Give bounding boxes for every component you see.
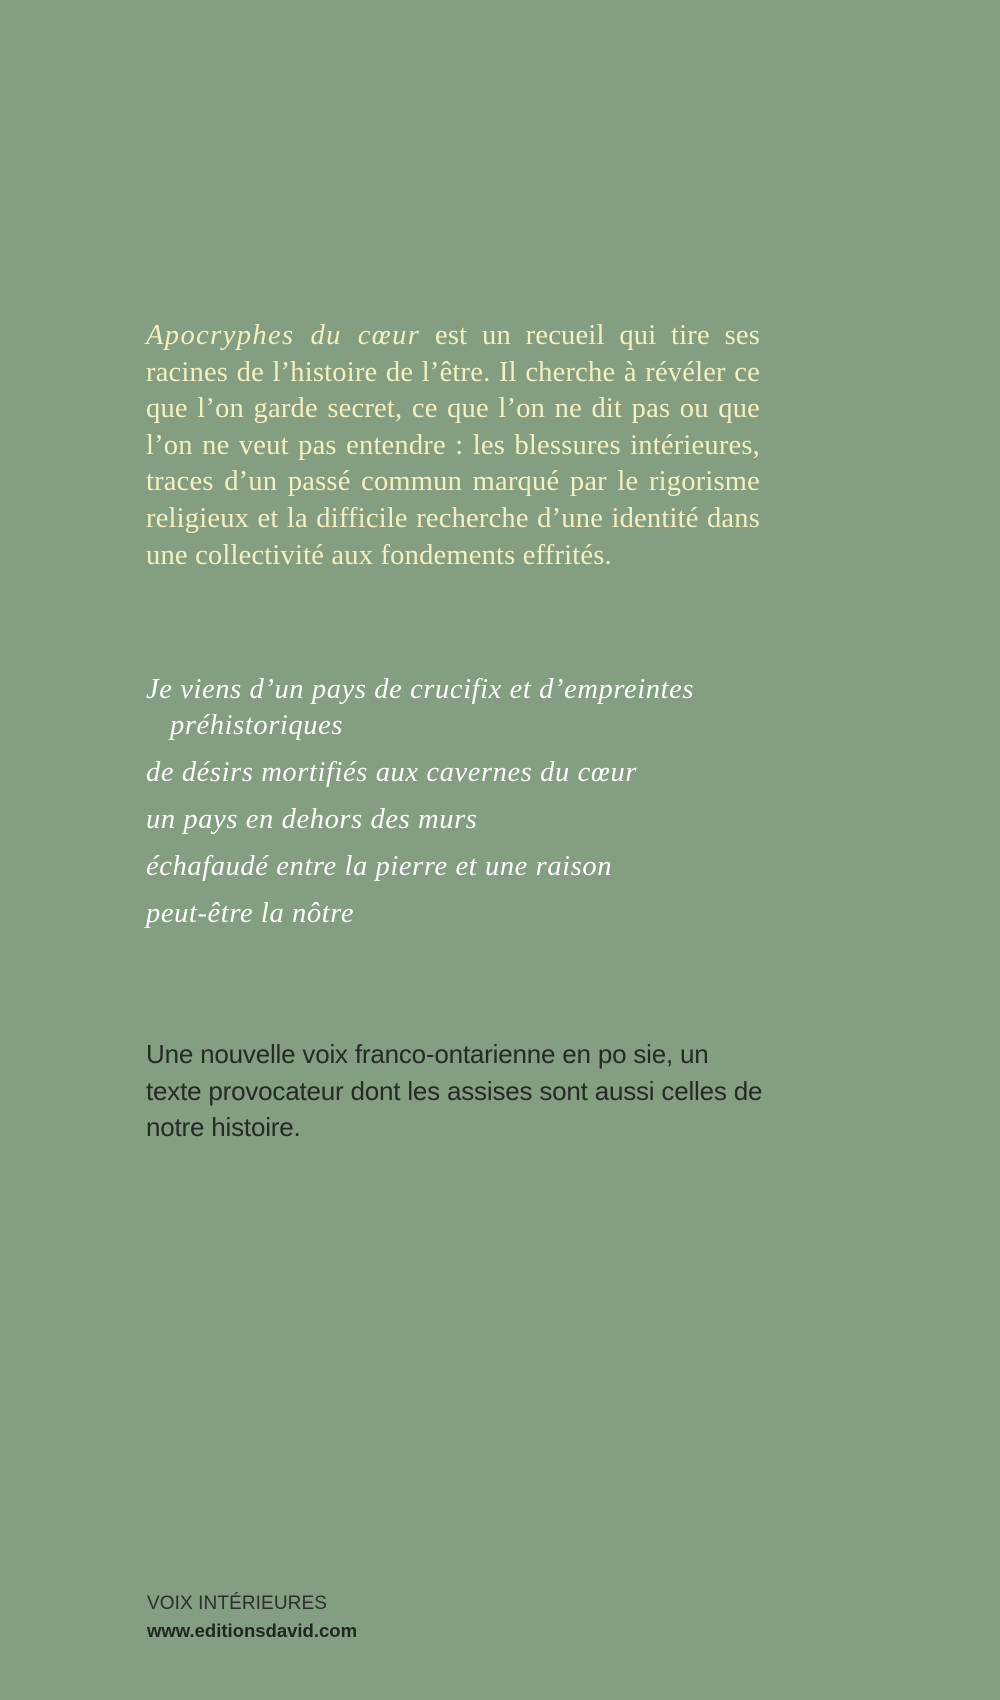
poem-line-1: Je viens d’un pays de crucifix et d’empreintes — [146, 674, 695, 705]
poem-line-1-continuation: préhistoriques — [170, 710, 344, 741]
book-description — [146, 318, 760, 574]
tagline: Une nouvelle voix franco-ontarienne en po sie, un texte provocateur dont les assises sont aussi celles de notre histoire. — [146, 1039, 763, 1142]
poem-line-4: échafaudé entre la pierre et une raison — [146, 851, 613, 882]
poem-excerpt — [146, 672, 786, 932]
poem-line-2: de désirs mortifiés aux cavernes du cœur — [146, 757, 638, 788]
book-title-italic: Apocryphes du cœur — [146, 320, 421, 351]
book-description-text: est un recueil qui tire ses racines de l’histoire de l’être. Il cherche à révéler ce que l’on garde secret, ce que l’on ne dit pas ou que l’on ne veut pas entendre : les blessures intérieures, traces d’un passé commun marqué par le rigorisme religieux et la difficile recherche d’une identité dans une collectivité aux fondements effrités. — [146, 320, 761, 571]
collection-name: VOIX INTÉRIEURES — [147, 1593, 328, 1614]
poem-line-5: peut-être la nôtre — [146, 898, 355, 929]
poem-line-3: un pays en dehors des murs — [146, 804, 478, 835]
publisher-website: www.editionsdavid.com — [147, 1620, 358, 1641]
